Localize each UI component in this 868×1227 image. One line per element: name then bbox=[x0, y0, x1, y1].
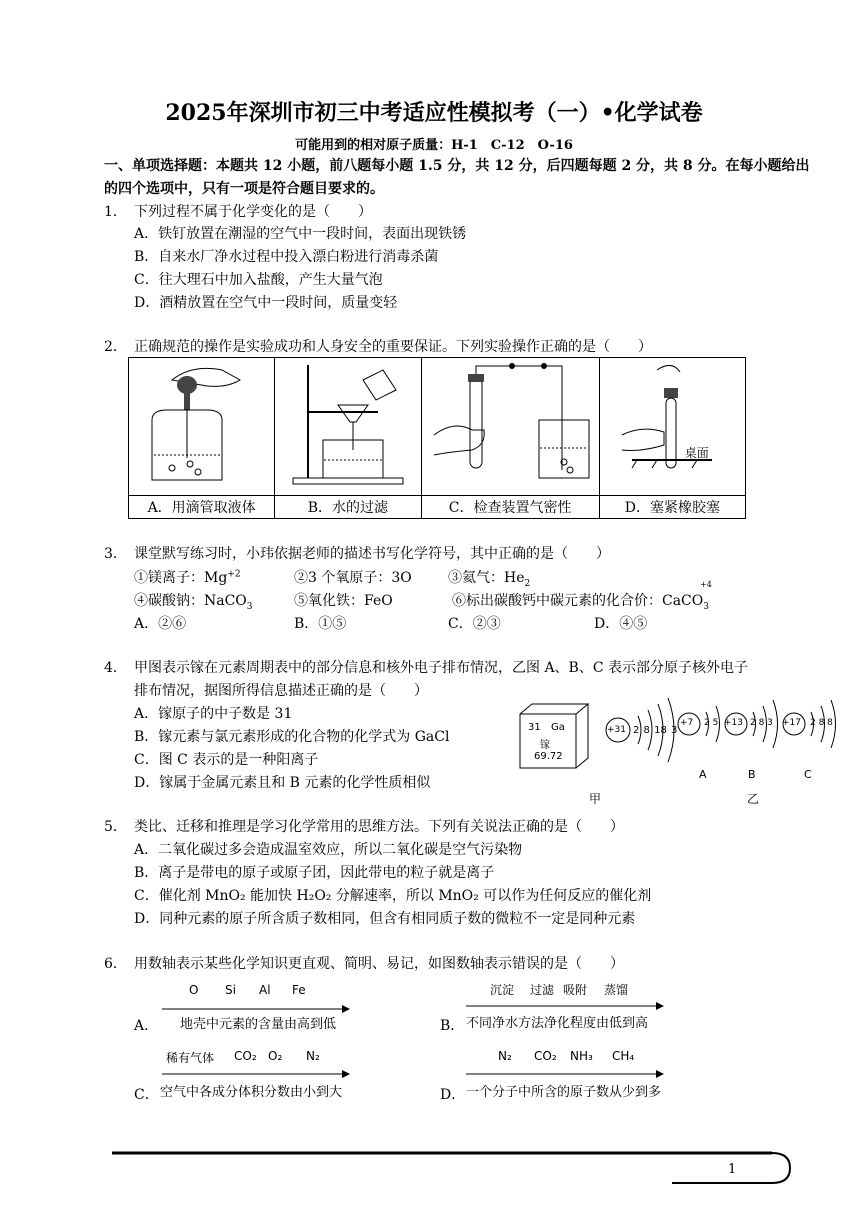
airtightness-figure bbox=[421, 358, 599, 496]
atom-a-shells: 2 5 bbox=[704, 718, 719, 728]
q3-number: 3． bbox=[104, 546, 127, 562]
stopper-illustration bbox=[602, 360, 742, 490]
q3-answer-c: C．②③ bbox=[448, 616, 501, 632]
q3-item-5: ⑤氧化铁：FeO bbox=[294, 593, 393, 609]
q4-option-a: A．镓原子的中子数是 31 bbox=[134, 706, 293, 722]
q6-b-caption: 不同净水方法净化程度由低到高 bbox=[466, 1016, 649, 1031]
stopper-figure bbox=[599, 358, 745, 496]
atom-b-shells: 2 8 3 bbox=[750, 718, 773, 728]
q6-axis-a-letter: A． bbox=[134, 1018, 159, 1034]
q6-b-tick-4: 蒸馏 bbox=[604, 983, 629, 997]
atom-a-label: A bbox=[699, 768, 707, 781]
q6-stem: 用数轴表示某些化学知识更直观、简明、易记，如图数轴表示错误的是（ ） bbox=[134, 956, 624, 972]
exam-title: 2025年深圳市初三中考适应性模拟考（一）•化学试卷 bbox=[165, 100, 703, 126]
q6-c-tick-1: 稀有气体 bbox=[166, 1051, 215, 1065]
q6-d-tick-1: N₂ bbox=[498, 1049, 512, 1063]
dropper-figure bbox=[129, 358, 275, 496]
q6-d-tick-3: NH₃ bbox=[570, 1049, 593, 1063]
q6-b-tick-1: 沉淀 bbox=[490, 983, 515, 997]
q5-number: 5． bbox=[104, 819, 127, 835]
q6-c-tick-2: CO₂ bbox=[234, 1049, 257, 1063]
atom-b-nucleus: +13 bbox=[724, 718, 743, 728]
q2-figure-table bbox=[128, 357, 746, 519]
q2-caption-c: C．检查装置气密性 bbox=[421, 496, 599, 519]
q5-option-d: D．同种元素的原子所含质子数相同，但含有相同质子数的微粒不一定是同种元素 bbox=[134, 911, 636, 927]
filtration-illustration bbox=[278, 360, 418, 490]
q3-item-4: ④碳酸钠：NaCO$_3$ bbox=[134, 593, 253, 612]
atom-c-label: C bbox=[804, 768, 812, 781]
filtration-figure bbox=[275, 358, 421, 496]
dropper-bottle-illustration bbox=[132, 360, 272, 490]
q6-axis-b bbox=[466, 1000, 666, 1012]
q3-answer-a: A．②⑥ bbox=[134, 616, 187, 632]
airtightness-illustration bbox=[424, 360, 596, 490]
q6-a-tick-2: Si bbox=[225, 983, 236, 997]
q2-caption-b: B．水的过滤 bbox=[275, 496, 421, 519]
q6-axis-d-letter: D． bbox=[440, 1087, 466, 1103]
q6-c-tick-4: N₂ bbox=[306, 1049, 320, 1063]
q2-number: 2． bbox=[104, 339, 127, 355]
q3-valence-mark: +4 bbox=[700, 580, 712, 589]
page-number: 1 bbox=[728, 1162, 737, 1177]
q2-stem: 正确规范的操作是实验成功和人身安全的重要保证。下列实验操作正确的是（ ） bbox=[134, 339, 652, 355]
q3-item-2: ②3 个氧原子：3O bbox=[294, 570, 412, 586]
q1-option-c: C．往大理石中加入盐酸，产生大量气泡 bbox=[134, 272, 383, 288]
q4-number: 4． bbox=[104, 660, 127, 676]
footer-rule bbox=[112, 1150, 792, 1186]
q1-option-a: A．铁钉放置在潮湿的空气中一段时间，表面出现铁锈 bbox=[134, 226, 467, 242]
q4-option-d: D．镓属于金属元素且和 B 元素的化学性质相似 bbox=[134, 775, 431, 791]
ga-atomic-number: 31 bbox=[528, 722, 541, 733]
q6-d-tick-4: CH₄ bbox=[612, 1049, 635, 1063]
q2-caption-a: A．用滴管取液体 bbox=[129, 496, 275, 519]
atom-c-nucleus: +17 bbox=[782, 718, 801, 728]
q2-caption-d: D．塞紧橡胶塞 bbox=[599, 496, 745, 519]
atom-b-label: B bbox=[748, 768, 756, 781]
figure-jia-label: 甲 bbox=[589, 792, 602, 806]
q6-axis-c-letter: C． bbox=[134, 1087, 159, 1103]
q6-b-tick-3: 吸附 bbox=[563, 983, 588, 997]
q6-axis-d bbox=[466, 1068, 666, 1080]
q1-option-b: B．自来水厂净水过程中投入漂白粉进行消毒杀菌 bbox=[134, 249, 439, 265]
q6-axis-b-letter: B． bbox=[440, 1018, 465, 1034]
q4-option-b: B．镓元素与氯元素形成的化合物的化学式为 GaCl bbox=[134, 729, 450, 745]
q1-option-d: D．酒精放置在空气中一段时间，质量变轻 bbox=[134, 295, 398, 311]
q1-number: 1． bbox=[104, 204, 127, 220]
ga-nucleus: +31 bbox=[607, 725, 626, 735]
atom-a-nucleus: +7 bbox=[680, 718, 694, 728]
abc-atom-diagrams bbox=[676, 700, 866, 760]
q6-c-tick-3: O₂ bbox=[268, 1049, 283, 1063]
q5-stem: 类比、迁移和推理是学习化学常用的思维方法。下列有关说法正确的是（ ） bbox=[134, 819, 624, 835]
q6-b-tick-2: 过滤 bbox=[530, 983, 555, 997]
ga-name: 镓 bbox=[540, 740, 550, 751]
q5-option-c: C．催化剂 MnO₂ 能加快 H₂O₂ 分解速率，所以 MnO₂ 可以作为任何反应的催化剂 bbox=[134, 888, 652, 904]
q6-axis-c bbox=[162, 1068, 352, 1080]
q3-answer-b: B．①⑤ bbox=[294, 616, 347, 632]
q4-option-c: C．图 C 表示的是一种阳离子 bbox=[134, 752, 319, 768]
q3-item-1: ①镁离子：$Mg^{+2}$ bbox=[134, 569, 241, 586]
q4-stem-line1: 甲图表示镓在元素周期表中的部分信息和核外电子排布情况，乙图 A、B、C 表示部分原子核外电子 bbox=[134, 660, 749, 676]
q6-a-caption: 地壳中元素的含量由高到低 bbox=[180, 1017, 337, 1032]
section-heading: 一、单项选择题：本题共 12 小题，前八题每小题 1.5 分，共 12 分，后四题每题 2 分，共 8 分。在每小题给出的四个选项中，只有一项是符合题目要求的。 bbox=[104, 158, 810, 197]
q3-item-6: ⑥标出碳酸钙中碳元素的化合价：CaCO$_3$ bbox=[452, 593, 709, 612]
q6-d-caption: 一个分子中所含的原子数从少到多 bbox=[466, 1085, 662, 1100]
q4-stem-line2: 排布情况，据图所得信息描述正确的是（ ） bbox=[134, 683, 428, 699]
ga-mass: 69.72 bbox=[534, 751, 563, 762]
q1-stem: 下列过程不属于化学变化的是（ ） bbox=[134, 204, 372, 220]
q6-a-tick-4: Fe bbox=[292, 983, 306, 997]
q5-option-b: B．离子是带电的原子或原子团，因此带电的粒子就是离子 bbox=[134, 865, 495, 881]
q6-number: 6． bbox=[104, 956, 127, 972]
ga-shells: 2 8 18 3 bbox=[633, 725, 678, 736]
desk-label: 桌面 bbox=[684, 446, 709, 460]
q3-answer-d: D．④⑤ bbox=[594, 616, 648, 632]
q5-option-a: A．二氧化碳过多会造成温室效应，所以二氧化碳是空气污染物 bbox=[134, 842, 523, 858]
atom-c-shells: 2 8 8 bbox=[810, 718, 833, 728]
atomic-mass-note: 可能用到的相对原子质量：H-1 C-12 O-16 bbox=[295, 138, 573, 153]
ga-symbol: Ga bbox=[551, 722, 565, 733]
q6-a-tick-3: Al bbox=[259, 983, 271, 997]
figure-yi-label: 乙 bbox=[747, 792, 760, 806]
q6-c-caption: 空气中各成分体积分数由小到大 bbox=[160, 1085, 343, 1100]
q6-d-tick-2: CO₂ bbox=[534, 1049, 557, 1063]
q3-stem: 课堂默写练习时，小玮依据老师的描述书写化学符号，其中正确的是（ ） bbox=[134, 546, 610, 562]
q6-a-tick-1: O bbox=[189, 983, 199, 997]
q3-item-3: ③氦气：$He_2$ bbox=[448, 570, 531, 589]
